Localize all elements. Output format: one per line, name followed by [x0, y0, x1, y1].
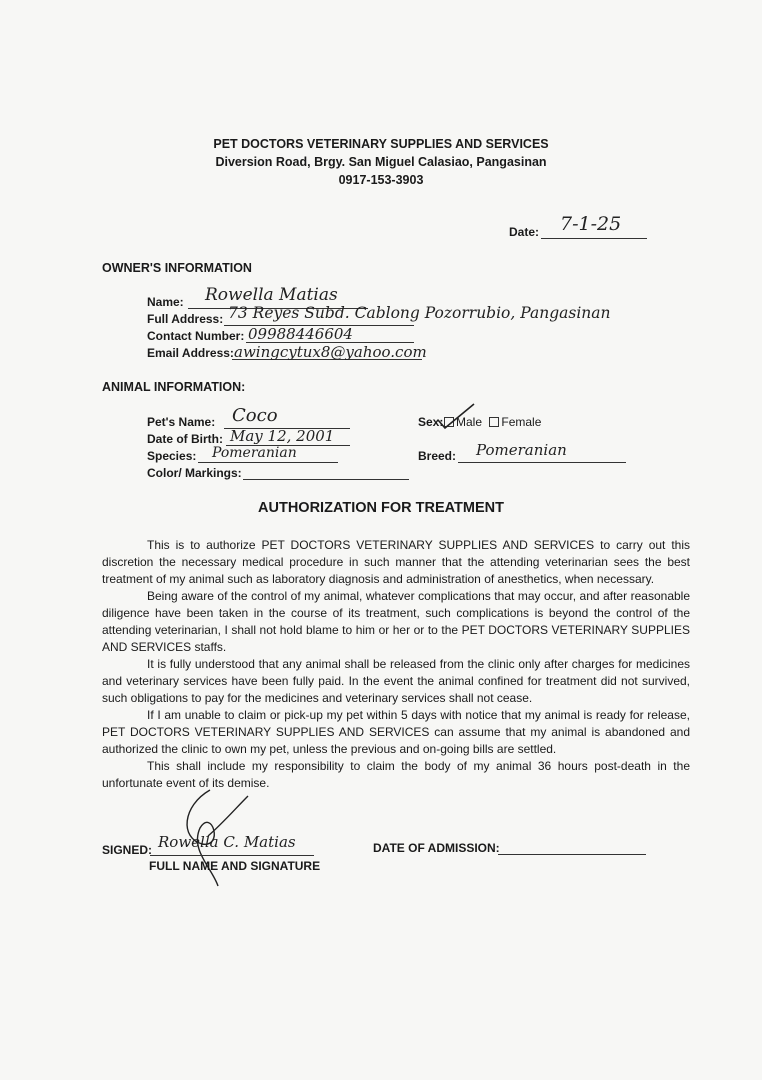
owner-section-title: OWNER'S INFORMATION	[102, 261, 252, 275]
authorization-title: AUTHORIZATION FOR TREATMENT	[258, 500, 504, 516]
business-address: Diversion Road, Brgy. San Miguel Calasiao, Pangasinan	[215, 155, 547, 169]
sex-female-label: Female	[501, 415, 542, 429]
species-line	[198, 462, 338, 463]
date-value: 7-1-25	[560, 213, 622, 235]
business-name: PET DOCTORS VETERINARY SUPPLIES AND SERVICES	[213, 137, 549, 151]
authorization-paragraph: If I am unable to claim or pick-up my pet within 5 days with notice that my animal is ready for release, PET DOCTORS VETERINARY SUPPLIES AND SERVICES can assume that my animal is abandoned and authorized the clinic to own my pet, unless the previous and on-going bills are settled.	[102, 708, 690, 756]
breed-line	[458, 462, 626, 463]
owner-contact-label: Contact Number:	[147, 329, 245, 343]
owner-address-value: 73 Reyes Subd. Cablong Pozorrubio, Pangasinan	[228, 304, 611, 322]
pet-name-value: Coco	[232, 405, 278, 426]
signed-value: Rowella C. Matias	[158, 833, 296, 851]
authorization-paragraph: This shall include my responsibility to claim the body of my animal 36 hours post-death in the unfortunate event of its demise.	[102, 759, 690, 790]
authorization-paragraph: Being aware of the control of my animal, whatever complications that may occur, and after reasonable diligence have been taken in the course of its treatment, such complications is beyond the control of the attending veterinarian, I shall not hold blame to him or her or to the PET DOCTORS VETERINARY SUPPLIES AND SERVICES staffs.	[102, 589, 690, 654]
signature-caption: FULL NAME AND SIGNATURE	[149, 859, 321, 873]
dob-value: May 12, 2001	[230, 427, 335, 445]
pet-name-label: Pet's Name:	[147, 415, 216, 429]
business-phone: 0917-153-3903	[338, 173, 424, 187]
authorization-body	[102, 537, 690, 792]
owner-email-value: awingcytux8@yahoo.com	[234, 343, 427, 361]
breed-value: Pomeranian	[476, 441, 567, 459]
female-checkbox[interactable]	[489, 417, 499, 427]
sex-male-label: Male	[456, 415, 483, 429]
signed-line	[150, 855, 314, 856]
signed-label: SIGNED:	[102, 843, 153, 857]
dob-label: Date of Birth:	[147, 432, 223, 446]
admission-label: DATE OF ADMISSION:	[373, 841, 500, 855]
admission-line	[498, 854, 646, 855]
owner-name-label: Name:	[147, 295, 184, 309]
checkmark-icon	[436, 402, 476, 430]
authorization-paragraph: It is fully understood that any animal shall be released from the clinic only after charges for medicines and veterinary services have been fully paid. In the event the animal confined for treatment did not survived, such obligations to pay for the medicines and veterinary services shall not cease.	[102, 657, 690, 705]
owner-name-value: Rowella Matias	[205, 285, 338, 305]
date-label: Date:	[509, 225, 540, 239]
color-line	[243, 479, 409, 480]
date-line	[541, 238, 647, 239]
sex-label: Sex:	[418, 415, 444, 429]
authorization-paragraph: This is to authorize PET DOCTORS VETERINARY SUPPLIES AND SERVICES to carry out this discretion the necessary medical procedure in such manner that the attending veterinarian sees the best treatment of my animal such as laboratory diagnosis and administration of anesthetics, when necessary.	[102, 538, 690, 586]
species-value: Pomeranian	[212, 445, 297, 461]
animal-section-title: ANIMAL INFORMATION:	[102, 380, 246, 394]
owner-address-label: Full Address:	[147, 312, 224, 326]
species-label: Species:	[147, 449, 197, 463]
owner-email-label: Email Address:	[147, 346, 234, 360]
color-label: Color/ Markings:	[147, 466, 242, 480]
owner-contact-value: 09988446604	[248, 325, 353, 343]
breed-label: Breed:	[418, 449, 457, 463]
